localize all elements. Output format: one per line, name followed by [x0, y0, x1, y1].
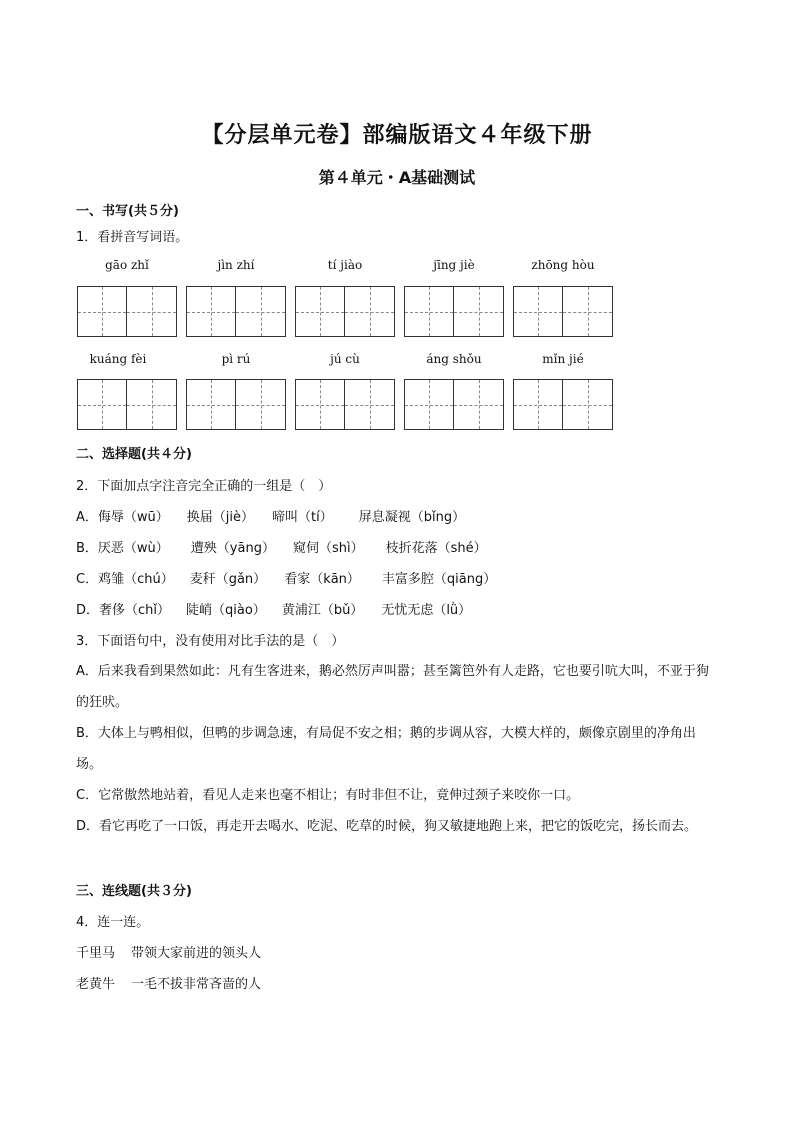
pinyin-label: mǐn jié [542, 352, 584, 366]
pinyin-label: jú cù [330, 352, 360, 366]
question-2-option-b[interactable] [76, 537, 507, 556]
question-2-stem: 2．下面加点字注音完全正确的一组是（ ） [76, 479, 332, 494]
option-word: 黄浦江（bǔ） [281, 603, 364, 618]
writing-grid[interactable] [295, 286, 395, 337]
option-word: 换届（jiè） [186, 510, 254, 525]
writing-grid[interactable] [295, 379, 395, 430]
pinyin-label: jīng jiè [433, 258, 475, 272]
question-3-stem: 3．下面语句中，没有使用对比手法的是（ ） [76, 634, 345, 649]
question-3-option-d[interactable]: D．看它再吃了一口饭，再走开去喝水、吃泥、吃草的时候，狗又敏捷地跑上来，把它的饭吃完，扬长而去。 [76, 819, 698, 834]
writing-grid[interactable] [186, 379, 286, 430]
page-title: 【分层单元卷】部编版语文４年级下册 [201, 123, 593, 148]
section-heading-writing: 一、书写(共５分) [76, 204, 179, 219]
question-2-option-a[interactable] [76, 506, 485, 525]
writing-grid[interactable] [77, 286, 177, 337]
pinyin-label: jìn zhí [217, 258, 255, 272]
option-word: B．厌恶（wù） [76, 541, 169, 556]
question-2-option-c[interactable] [76, 568, 516, 587]
option-word: 麦秆（gǎn） [189, 572, 267, 587]
option-word: D．奢侈（chǐ） [76, 603, 171, 618]
match-row [76, 942, 261, 961]
writing-grid[interactable] [513, 379, 613, 430]
section-heading-matching: 三、连线题(共３分) [76, 884, 192, 899]
match-right-item[interactable]: 一毛不拔非常吝啬的人 [131, 977, 262, 992]
pinyin-label: gāo zhǐ [105, 258, 149, 272]
match-right-item[interactable]: 带领大家前进的领头人 [131, 946, 262, 961]
option-word: 看家（kān） [284, 572, 360, 587]
option-word: 啼叫（tí） [272, 510, 333, 525]
match-left-item[interactable]: 老黄牛 [76, 977, 116, 992]
question-1-stem: 1．看拼音写词语。 [76, 230, 189, 245]
pinyin-label: kuáng fèi [89, 352, 147, 366]
page-subtitle: 第４单元・A基础测试 [318, 168, 476, 187]
pinyin-label: áng shǒu [426, 352, 482, 366]
option-word: A．侮辱（wū） [76, 510, 169, 525]
question-3-option-a[interactable]: A．后来我看到果然如此：凡有生客进来，鹅必然厉声叫嚣；甚至篱笆外有人走路，它也要引吭大叫，不亚于狗的狂吠。 [76, 664, 709, 710]
option-word: 屏息凝视（bǐng） [358, 510, 466, 525]
option-word: 无忧无虑（lǜ） [381, 603, 472, 618]
option-word: 丰富多腔（qiāng） [381, 572, 497, 587]
option-word: C．鸡雏（chú） [76, 572, 174, 587]
question-3-option-b[interactable]: B．大体上与鸭相似，但鸭的步调急速，有局促不安之相；鹅的步调从容，大模大样的，颇像京剧里的净角出场。 [76, 726, 696, 772]
match-left-item[interactable]: 千里马 [76, 946, 116, 961]
writing-grid[interactable] [186, 286, 286, 337]
question-3-option-c[interactable]: C．它常傲然地站着，看见人走来也毫不相让；有时非但不让，竟伸过颈子来咬你一口。 [76, 788, 580, 803]
section-heading-choice: 二、选择题(共４分) [76, 447, 192, 462]
writing-grid[interactable] [404, 379, 504, 430]
option-word: 窥伺（shì） [292, 541, 364, 556]
pinyin-label: pì rú [221, 352, 251, 366]
question-2-option-d[interactable] [76, 599, 491, 618]
option-word: 遭殃（yāng） [190, 541, 275, 556]
pinyin-label: zhōng hòu [531, 258, 595, 272]
match-row [76, 973, 261, 992]
option-word: 陡峭（qiào） [186, 603, 266, 618]
writing-grid[interactable] [77, 379, 177, 430]
pinyin-label: tí jiào [327, 258, 363, 272]
option-word: 枝折花落（shé） [385, 541, 487, 556]
question-4-stem: 4．连一连。 [76, 915, 150, 930]
writing-grid[interactable] [404, 286, 504, 337]
writing-grid[interactable] [513, 286, 613, 337]
